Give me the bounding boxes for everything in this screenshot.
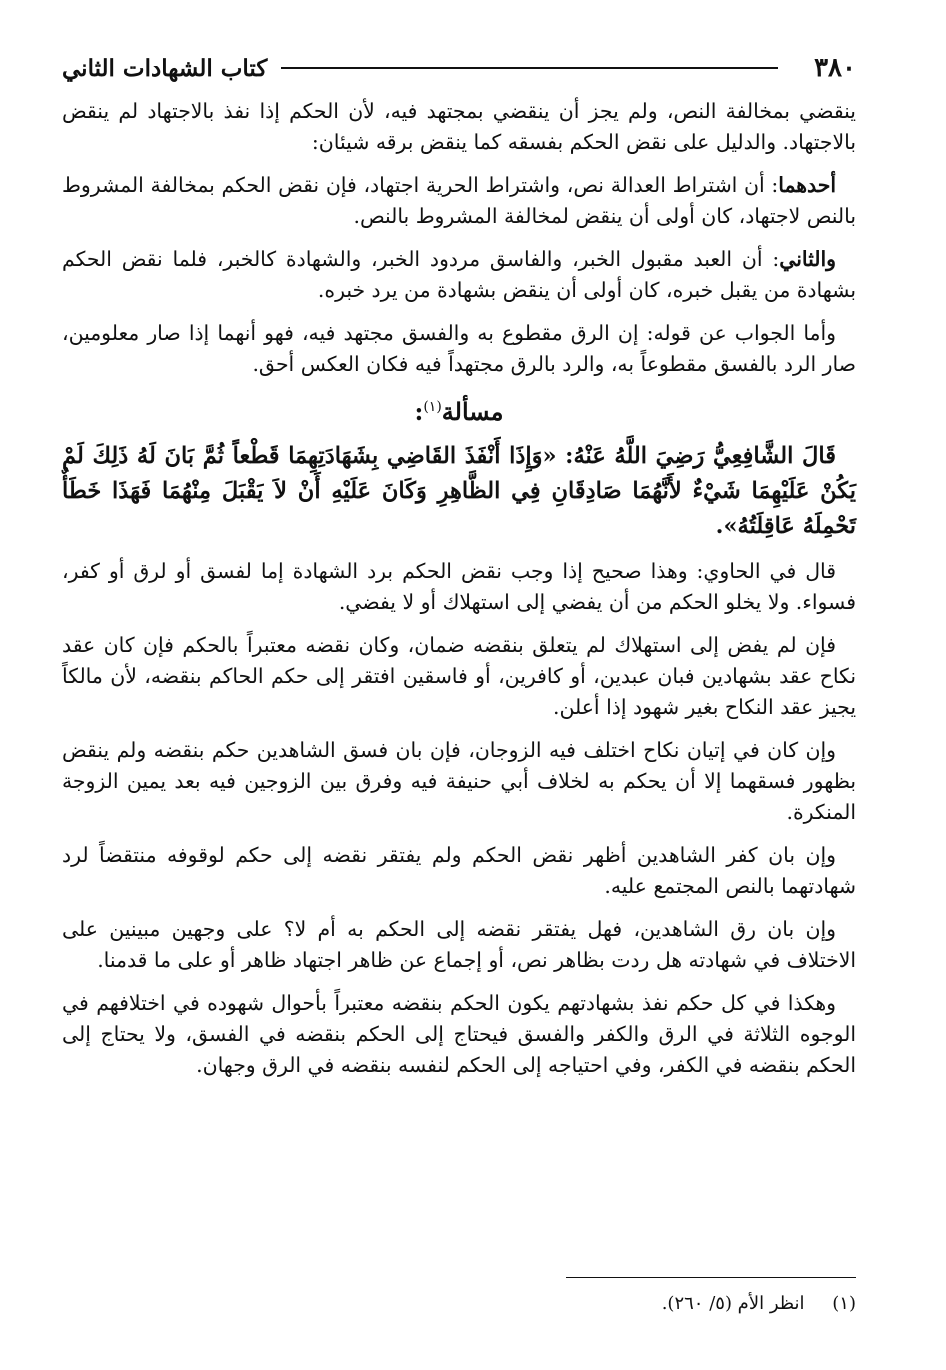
footnote	[62, 1291, 856, 1317]
paragraph-lead: والثاني	[779, 247, 836, 271]
paragraph-text: وهكذا في كل حكم نفذ بشهادتهم يكون الحكم بنقضه معتبراً بأحوال شهوده في اختلافهم في الوجوه الثلاثة في الرق والكفر والفسق فيحتاج إلى الحكم بنقضه في الفسق، ولا يحتاج إلى الحكم بنقضه في الكفر، وفي احتياجه إلى الحكم لنفسه بنقضه في الرق وجهان.	[62, 991, 856, 1077]
footnote-number: (١)	[832, 1293, 856, 1314]
page-body	[62, 96, 856, 1093]
footnote-ref: (١)	[423, 399, 442, 415]
paragraph-lead: أحدهما	[778, 173, 836, 197]
paragraph	[62, 556, 856, 618]
page-number: ٣٨٠	[814, 53, 856, 83]
section-heading	[62, 392, 856, 427]
quote-text: قَالَ الشَّافِعِيُّ رَضِيَ اللَّهُ عَنْهُ: «وَإِذَا أَنْفَذَ القَاضِي بِشَهَادَتِهِمَا قَطْعاً ثُمَّ بَانَ لَهُ ذَلِكَ لَمْ يَكُنْ عَلَيْهِمَا شَيْءٌ لأَنَّهُمَا صَادِقَانِ فِي الظَّاهِرِ وَكَانَ عَلَيْهِ أَنْ لاَ يَقْبَلَ مِنْهُمَا فَهَذَا خَطَأٌ تَحْمِلَهُ عَاقِلَتُهُ».	[62, 443, 856, 539]
paragraph-text: وإن بان كفر الشاهدين أظهر نقض الحكم ولم يفتقر نقضه إلى حكم لوقوفه منتقضاً لرد شهادتهما بالنص المجتمع عليه.	[62, 843, 856, 898]
paragraph-text: ينقضي بمخالفة النص، ولم يجز أن ينقضي بمجتهد فيه، لأن الحكم إذا نفذ بالاجتهاد لم ينقض بالاجتهاد. والدليل على نقض الحكم بفسقه كما ينقض برقه شيئان:	[62, 99, 856, 154]
paragraph-text: قال في الحاوي: وهذا صحيح إذا وجب نقض الحكم برد الشهادة إما لفسق أو لرق أو كفر، فسواء. ولا يخلو الحكم من أن يفضي إلى استهلاك أو لا يفضي.	[62, 559, 856, 614]
paragraph	[62, 914, 856, 976]
paragraph-text: : أن اشتراط العدالة نص، واشتراط الحرية اجتهاد، فإن نقض الحكم بمخالفة المشروط بالنص لاجتهاد، كان أولى أن ينقض لمخالفة المشروط بالنص.	[62, 173, 856, 228]
paragraph	[62, 630, 856, 723]
section-heading-colon: :	[414, 397, 424, 426]
paragraph	[62, 735, 856, 828]
paragraph	[62, 244, 856, 306]
paragraph	[62, 170, 856, 232]
shafii-quote	[62, 439, 856, 544]
paragraph-text: وإن كان في إتيان نكاح اختلف فيه الزوجان، فإن بان فسق الشاهدين حكم بنقضه ولم ينقض بظهور فسقهما إلا أن يحكم به لخلاف أبي حنيفة فيه وفرق بين الزوجين فيه بعد يمين الزوجة المنكرة.	[62, 738, 856, 824]
paragraph-text: وأما الجواب عن قوله: إن الرق مقطوع به والفسق مجتهد فيه، فهو أنهما إذا صار معلومين، صار الرد بالفسق مقطوعاً به، والرد بالرق مجتهداً فيه فكان العكس أحق.	[62, 321, 856, 376]
paragraph-text: وإن بان رق الشاهدين، فهل يفتقر نقضه إلى الحكم به أم لا؟ على وجهين مبينين على الاختلاف في شهادته هل ردت بظاهر نص، أو إجماع عن ظاهر اجتهاد ظاهر أو على ما قدمنا.	[62, 917, 856, 972]
paragraph	[62, 318, 856, 380]
paragraph	[62, 840, 856, 902]
paragraph-text: فإن لم يفض إلى استهلاك لم يتعلق بنقضه ضمان، وكان نقضه معتبراً بالحكم فإن كان عقد نكاح عقد بشهادين فبان عبدين، أو كافرين، أو فاسقين افتقر إلى حكم الحاكم بنقضه، لأن مالكاً يجيز عقد النكاح بغير شهود إذا أعلن.	[62, 633, 856, 719]
page-header	[62, 40, 856, 96]
section-heading-title: مسألة	[441, 397, 504, 426]
paragraph	[62, 988, 856, 1081]
footnote-text: انظر الأم (٥/ ٢٦٠).	[661, 1293, 805, 1314]
paragraph-text: : أن العبد مقبول الخبر، والفاسق مردود الخبر، والشهادة كالخبر، فلما نقض الحكم بشهادة من يقبل خبره، كان أولى أن ينقض بشهادة من يرد خبره.	[62, 247, 856, 302]
running-title: كتاب الشهادات الثاني	[62, 54, 268, 82]
paragraph	[62, 96, 856, 158]
header-rule	[281, 67, 778, 69]
footnote-rule	[566, 1277, 856, 1278]
